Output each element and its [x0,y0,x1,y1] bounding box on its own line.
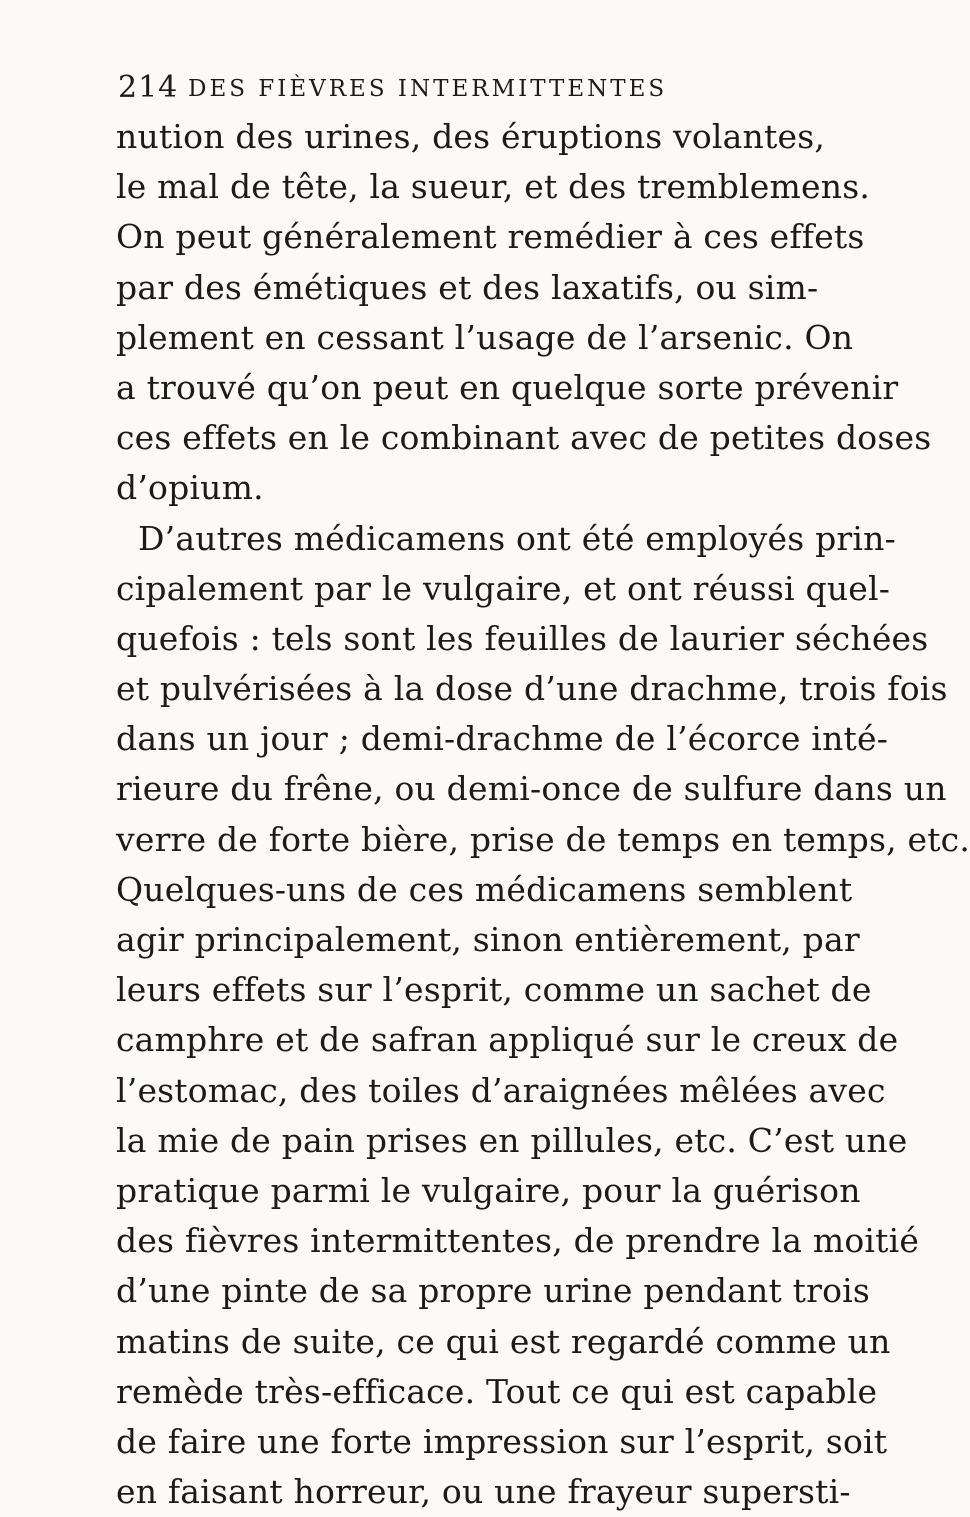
text-line: en faisant horreur, ou une frayeur supersti- [116,1472,851,1512]
page-number: 214 [118,70,179,105]
text-line: camphre et de safran appliqué sur le creux de [116,1020,899,1060]
text-line: remède très-efficace. Tout ce qui est capable [116,1371,878,1411]
text-line: agir principalement, sinon entièrement, par [116,920,860,959]
text-line: verre de forte bière, prise de temps en temps, etc. [116,819,970,859]
text-line: de faire une forte impression sur l’esprit, soit [116,1421,888,1461]
text-line: rieure du frêne, ou demi-once de sulfure dans un [116,769,947,809]
text-line: cipalement par le vulgaire, et ont réussi quel- [116,568,891,608]
text-line: d’une pinte de sa propre urine pendant trois [116,1271,871,1311]
text-line: la mie de pain prises en pillules, etc. C’est une [116,1120,908,1160]
body-text [116,112,970,1517]
running-title: DES FIÈVRES INTERMITTENTES [188,76,668,102]
text-line: d’opium. [116,468,264,508]
text-line: plement en cessant l’usage de l’arsenic. On [116,317,854,357]
text-line: Quelques-uns de ces médicamens semblent [116,869,853,909]
text-line: l’estomac, des toiles d’araignées mêlées avec [116,1070,886,1110]
text-line: quefois : tels sont les feuilles de laurier séchées [116,618,929,658]
text-line: On peut généralement remédier à ces effets [116,217,865,257]
text-line: des fièvres intermittentes, de prendre la moitié [116,1221,920,1261]
text-line: ces effets en le combinant avec de petites doses [116,418,932,458]
text-line: et pulvérisées à la dose d’une drachme, trois fois [116,669,948,709]
text-line: pratique parmi le vulgaire, pour la guérison [116,1170,861,1210]
running-header [118,70,738,110]
text-line: dans un jour ; demi-drachme de l’écorce inté- [116,719,889,759]
text-line: leurs effets sur l’esprit, comme un sachet de [116,970,872,1010]
text-line: matins de suite, ce qui est regardé comme un [116,1321,891,1361]
text-line: a trouvé qu’on peut en quelque sorte prévenir [116,367,899,407]
text-line: nution des urines, des éruptions volantes, [116,117,826,156]
text-line: par des émétiques et des laxatifs, ou sim- [116,267,819,307]
text-line: D’autres médicamens ont été employés prin- [138,518,896,558]
text-line: le mal de tête, la sueur, et des tremblemens. [116,167,871,207]
